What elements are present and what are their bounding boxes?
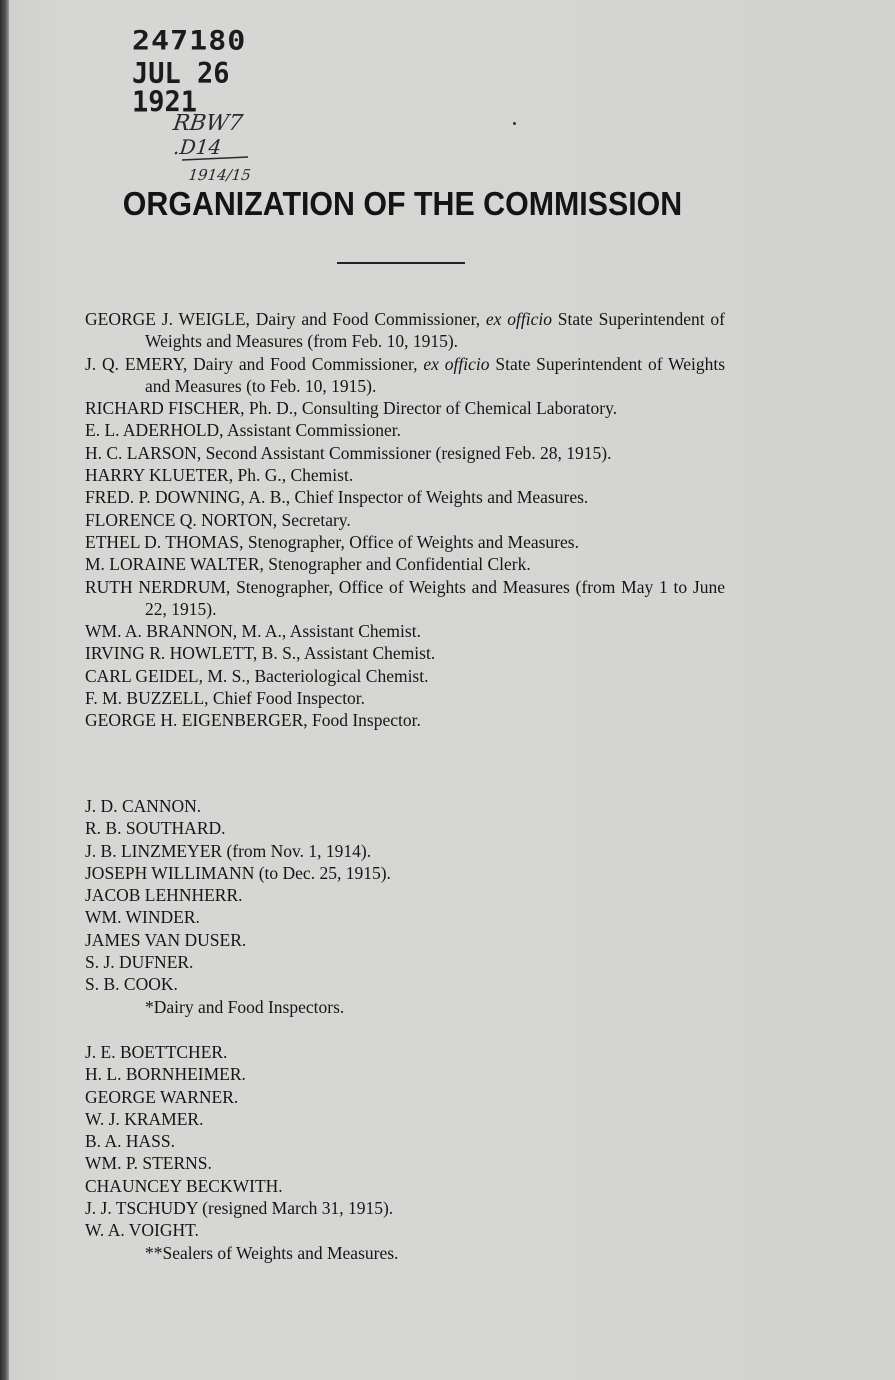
staff-description: B. S., Assistant Chemist. — [257, 643, 436, 664]
staff-name: CARL GEIDEL, — [85, 665, 203, 686]
staff-name: RICHARD FISCHER, — [85, 398, 245, 419]
staff-entry — [85, 642, 725, 664]
staff-name: GEORGE H. EIGENBERGER, — [85, 710, 308, 731]
list-item: CHAUNCEY BECKWITH. — [85, 1175, 283, 1196]
staff-entry — [85, 419, 725, 441]
staff-entry — [85, 509, 725, 531]
list-item: WM. P. STERNS. — [85, 1153, 212, 1174]
list-item: S. J. DUFNER. — [85, 952, 194, 973]
title-rule — [337, 262, 465, 264]
call-number-annotation — [170, 104, 280, 194]
list-item: S. B. COOK. — [85, 974, 178, 995]
staff-italic: ex officio — [423, 353, 490, 374]
binding-edge — [0, 0, 9, 1380]
list-item: J. B. LINZMEYER (from Nov. 1, 1914). — [85, 840, 372, 861]
list-item: J. E. BOETTCHER. — [85, 1042, 228, 1062]
staff-description: Secretary. — [277, 509, 351, 530]
list-item: W. J. KRAMER. — [85, 1108, 204, 1129]
staff-name: GEORGE J. WEIGLE, — [85, 309, 250, 329]
staff-name: M. LORAINE WALTER, — [85, 554, 264, 575]
staff-name: F. M. BUZZELL, — [85, 688, 209, 709]
staff-description: Stenographer, Office of Weights and Measures (from May 1 to June 22, 1915). — [145, 576, 725, 619]
staff-italic: ex officio — [485, 309, 552, 329]
staff-entry — [85, 620, 725, 642]
list-item: J. D. CANNON. — [85, 796, 202, 816]
staff-entry — [85, 531, 725, 553]
staff-entry — [85, 353, 725, 398]
staff-name: ETHEL D. THOMAS, — [85, 531, 244, 552]
list-item: W. A. VOIGHT. — [85, 1220, 199, 1241]
speck — [513, 122, 516, 125]
staff-name: H. C. LARSON, — [85, 442, 202, 463]
call-number-line-2: .D14 — [172, 135, 223, 159]
staff-description: A. B., Chief Inspector of Weights and Measures. — [244, 487, 589, 508]
staff-name: E. L. ADERHOLD, — [85, 420, 224, 441]
list-item: JACOB LEHNHERR. — [85, 885, 243, 906]
list-item: B. A. HASS. — [85, 1131, 175, 1152]
staff-description-cont: State Superintendent of Weights and Measures (from Feb. 10, 1915). — [145, 309, 725, 352]
call-number-line-3: 1914/15 — [187, 166, 252, 184]
staff-name: HARRY KLUETER, — [85, 465, 234, 486]
list-item: R. B. SOUTHARD. — [85, 818, 226, 839]
staff-description: M. S., Bacteriological Chemist. — [202, 665, 429, 686]
group-caption: *Dairy and Food Inspectors. — [145, 996, 345, 1017]
dairy-inspectors-list — [85, 795, 725, 1018]
staff-name: FRED. P. DOWNING, — [85, 487, 245, 508]
staff-entry — [85, 308, 725, 353]
page-title: ORGANIZATION OF THE COMMISSION — [122, 185, 683, 222]
staff-description: Stenographer, Office of Weights and Measures. — [243, 531, 579, 552]
accession-date: JUL 26 1921 — [132, 57, 230, 119]
staff-description: M. A., Assistant Chemist. — [237, 621, 421, 642]
accession-number: 247180 — [132, 25, 247, 57]
staff-description: Food Inspector. — [307, 710, 421, 731]
staff-entry — [85, 397, 725, 419]
staff-description: Stenographer and Confidential Clerk. — [263, 554, 531, 575]
staff-entry — [85, 486, 725, 508]
library-stamp — [132, 25, 302, 119]
staff-description-cont: State Superintendent of Weights and Measures (to Feb. 10, 1915). — [145, 353, 725, 396]
staff-description: Ph. D., Consulting Director of Chemical Laboratory. — [244, 398, 618, 419]
staff-entry — [85, 576, 725, 621]
staff-description: Dairy and Food Commissioner, — [187, 353, 424, 374]
staff-name: FLORENCE Q. NORTON, — [85, 509, 278, 530]
list-item: JOSEPH WILLIMANN (to Dec. 25, 1915). — [85, 862, 391, 883]
staff-entry — [85, 665, 725, 687]
staff-entry — [85, 553, 725, 575]
staff-name: J. Q. EMERY, — [85, 353, 188, 374]
staff-description: Chief Food Inspector. — [208, 688, 366, 709]
staff-entry — [85, 709, 725, 731]
list-item: WM. WINDER. — [85, 907, 200, 928]
staff-entry — [85, 442, 725, 464]
staff-description: Second Assistant Commissioner (resigned Feb. 28, 1915). — [201, 442, 612, 463]
list-item: JAMES VAN DUSER. — [85, 929, 247, 950]
staff-name: RUTH NERDRUM, — [85, 576, 231, 597]
list-item: J. J. TSCHUDY (resigned March 31, 1915). — [85, 1198, 394, 1219]
list-item: GEORGE WARNER. — [85, 1086, 239, 1107]
staff-name: WM. A. BRANNON, — [85, 621, 238, 642]
staff-list — [85, 308, 725, 732]
group-caption: **Sealers of Weights and Measures. — [145, 1242, 399, 1263]
staff-name: IRVING R. HOWLETT, — [85, 643, 258, 664]
staff-description: Ph. G., Chemist. — [233, 465, 354, 486]
sealers-list — [85, 1041, 725, 1264]
staff-entry — [85, 464, 725, 486]
staff-entry — [85, 687, 725, 709]
call-number-line-1: RBW7 — [171, 110, 245, 136]
staff-description: Dairy and Food Commissioner, — [249, 309, 486, 329]
staff-description: Assistant Commissioner. — [223, 420, 401, 441]
list-item: H. L. BORNHEIMER. — [85, 1064, 246, 1085]
